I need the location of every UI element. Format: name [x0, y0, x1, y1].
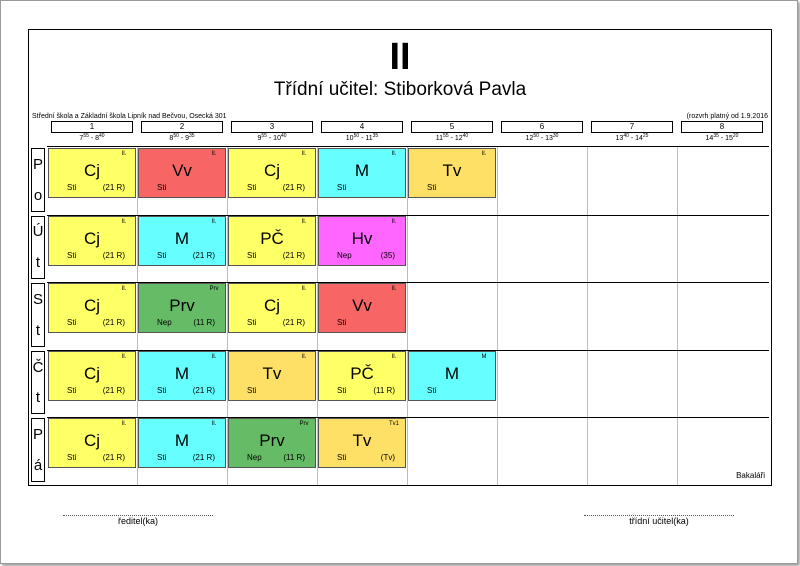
lesson-subject: Hv: [351, 228, 373, 248]
day-letter: Č: [32, 358, 44, 376]
lesson-group: II.: [211, 353, 217, 360]
lesson-subject: M: [354, 161, 370, 180]
period-time-hour: 10: [345, 135, 354, 142]
lesson-teacher: Sti: [337, 385, 347, 395]
lesson-group: II.: [301, 353, 307, 360]
lesson-room: (21 R): [282, 318, 305, 328]
lesson-room: (21 R): [102, 453, 125, 463]
period-time-hour: 7: [79, 135, 84, 142]
lesson-teacher: Sti: [337, 453, 347, 463]
lesson-subject: Cj: [83, 161, 101, 180]
day-label: [31, 283, 45, 347]
period-time-separator: -: [266, 135, 274, 142]
director-label: ředitel(ka): [117, 516, 158, 526]
lesson-teacher: Sti: [67, 183, 77, 192]
lesson-teacher: Sti: [157, 385, 167, 395]
director-signature: [63, 515, 213, 526]
day-letter: t: [35, 321, 41, 339]
lesson-cell[interactable]: [228, 283, 316, 333]
lesson-teacher: Sti: [427, 385, 437, 395]
lesson-cell[interactable]: [138, 283, 226, 333]
lesson-subject: Cj: [83, 431, 101, 451]
period-header: [227, 121, 317, 145]
lesson-group: II.: [121, 286, 127, 293]
timetable-grid: [47, 146, 769, 485]
lesson-cell[interactable]: [138, 148, 226, 198]
day-label: [31, 148, 45, 212]
period-time-separator: -: [718, 135, 726, 142]
period-header: [677, 121, 767, 145]
lesson-cell[interactable]: [138, 216, 226, 266]
lesson-group: II.: [121, 151, 127, 157]
lesson-teacher: Sti: [157, 250, 167, 260]
period-number: 5: [411, 121, 493, 133]
lesson-cell[interactable]: [318, 148, 406, 198]
lesson-room: (35): [380, 250, 395, 260]
period-time-hour: 8: [169, 135, 174, 142]
lesson-group: II.: [211, 421, 217, 428]
period-time-hour: 13: [615, 135, 624, 142]
period-header: [317, 121, 407, 145]
period-time: [677, 134, 767, 142]
lesson-subject: Prv: [169, 296, 195, 316]
class-teacher-signature: [584, 515, 734, 526]
lesson-group: II.: [301, 218, 307, 225]
period-number: 2: [141, 121, 223, 133]
lesson-group: II.: [301, 286, 307, 293]
period-time-separator: -: [538, 135, 546, 142]
day-label: [31, 418, 45, 482]
lesson-teacher: Sti: [247, 318, 257, 328]
lesson-cell[interactable]: [48, 216, 136, 266]
lesson-subject: Tv: [262, 363, 282, 383]
day-letter: á: [33, 457, 43, 475]
day-label: [31, 216, 45, 280]
lesson-cell[interactable]: [408, 351, 496, 401]
period-time-minutes: 55: [443, 133, 449, 139]
period-time-minutes: 20: [732, 133, 739, 139]
period-number: 7: [591, 121, 673, 133]
period-time-separator: -: [628, 135, 636, 142]
period-number: 3: [231, 121, 313, 133]
period-time: [587, 134, 677, 142]
lesson-teacher: Sti: [67, 318, 77, 328]
lesson-room: (21 R): [102, 318, 125, 328]
day-letter: o: [33, 186, 43, 204]
period-time: [137, 134, 227, 142]
class-teacher-label: třídní učitel(ka): [629, 516, 689, 526]
period-header: [47, 121, 137, 145]
grid-column-line: [587, 147, 588, 485]
timetable-frame: [28, 29, 772, 486]
lesson-teacher: Sti: [247, 385, 257, 395]
lesson-teacher: Sti: [67, 250, 77, 260]
lesson-group: II.: [211, 151, 217, 157]
brand-label: Bakaláři: [736, 471, 765, 480]
period-time-hour: 9: [185, 135, 190, 142]
period-header: [587, 121, 677, 145]
lesson-room: (21 R): [102, 385, 125, 395]
valid-from-note: (rozvrh platný od 1.9.2016: [686, 113, 768, 120]
lesson-teacher: Sti: [157, 453, 167, 463]
period-time-minutes: 35: [713, 133, 719, 139]
lesson-group: Prv: [209, 286, 219, 293]
lesson-teacher: Nep: [337, 250, 352, 260]
period-time-hour: 10: [273, 135, 281, 142]
lesson-cell[interactable]: [138, 351, 226, 401]
period-time-minutes: 55: [261, 133, 267, 139]
lesson-cell[interactable]: [228, 148, 316, 198]
period-time-hour: 13: [545, 135, 553, 142]
lesson-teacher: Sti: [67, 453, 77, 463]
lesson-group: II.: [391, 218, 397, 225]
lesson-group: Tv1: [388, 421, 399, 428]
lesson-group: II.: [391, 286, 397, 293]
lesson-room: (11 R): [373, 385, 395, 395]
period-time-hour: 11: [365, 135, 373, 142]
lesson-subject: Tv: [442, 161, 462, 180]
lesson-room: (21 R): [192, 385, 215, 395]
period-time-minutes: 30: [552, 133, 559, 139]
lesson-room: (21 R): [282, 250, 305, 260]
period-time: [497, 134, 587, 142]
lesson-subject: M: [174, 431, 190, 451]
lesson-room: (21 R): [102, 250, 125, 260]
lesson-group: II.: [121, 353, 127, 360]
lesson-group: II.: [391, 353, 397, 360]
lesson-room: (21 R): [282, 183, 305, 192]
lesson-teacher: Nep: [247, 453, 262, 463]
period-time-hour: 8: [95, 135, 100, 142]
lesson-cell[interactable]: [318, 216, 406, 266]
period-time-minutes: 40: [280, 133, 287, 139]
lesson-subject: M: [174, 228, 190, 248]
lesson-subject: Tv: [352, 431, 372, 451]
lesson-room: (11 R): [193, 318, 215, 328]
day-letter: t: [35, 389, 41, 407]
lesson-cell[interactable]: [228, 418, 316, 468]
lesson-teacher: Nep: [157, 318, 172, 328]
lesson-teacher: Sti: [337, 318, 347, 328]
period-time: [317, 134, 407, 142]
period-time-hour: 9: [257, 135, 262, 142]
day-letter: P: [32, 426, 43, 444]
lesson-group: II.: [211, 218, 217, 225]
lesson-subject: Cj: [263, 161, 281, 180]
day-letter: t: [35, 254, 41, 272]
period-time-separator: -: [178, 135, 186, 142]
day-label: [31, 351, 45, 415]
period-time-minutes: 40: [462, 133, 469, 139]
lesson-cell[interactable]: [318, 283, 406, 333]
school-name: Střední škola a Základní škola Lipník nad Bečvou, Osecká 301: [32, 113, 227, 120]
lesson-subject: Prv: [259, 431, 285, 451]
period-number: 6: [501, 121, 583, 133]
period-time: [47, 134, 137, 142]
lesson-group: II.: [391, 151, 397, 157]
lesson-cell[interactable]: [408, 148, 496, 198]
lesson-subject: M: [444, 363, 460, 383]
lesson-room: (21 R): [192, 453, 215, 463]
lesson-teacher: Sti: [157, 183, 167, 192]
lesson-cell[interactable]: [318, 351, 406, 401]
lesson-cell[interactable]: [228, 351, 316, 401]
period-header: [407, 121, 497, 145]
lesson-group: II.: [121, 218, 127, 225]
period-time-separator: -: [359, 135, 366, 142]
day-letter: Ú: [32, 223, 44, 241]
lesson-cell[interactable]: [48, 351, 136, 401]
lesson-cell[interactable]: [48, 148, 136, 198]
lesson-room: (21 R): [102, 183, 125, 192]
period-time-minutes: 55: [83, 133, 89, 139]
period-time-hour: 12: [525, 135, 534, 142]
period-header: [497, 121, 587, 145]
lesson-subject: PČ: [350, 363, 374, 383]
period-time-separator: -: [88, 135, 96, 142]
day-letter: S: [32, 291, 43, 309]
day-letter: P: [32, 155, 43, 173]
period-number: 4: [321, 121, 403, 133]
period-time-hour: 14: [705, 135, 714, 142]
period-time-separator: -: [448, 135, 455, 142]
grid-column-line: [497, 147, 498, 485]
period-time-minutes: 40: [623, 133, 629, 139]
period-time-minutes: 50: [173, 133, 179, 139]
grid-column-line: [677, 147, 678, 485]
lesson-room: (21 R): [192, 250, 215, 260]
period-time-hour: 14: [635, 135, 643, 142]
period-time: [227, 134, 317, 142]
lesson-teacher: Sti: [337, 183, 347, 192]
lesson-subject: M: [174, 363, 190, 383]
lesson-cell[interactable]: [48, 418, 136, 468]
period-header: [137, 121, 227, 145]
period-time-hour: 12: [454, 135, 463, 142]
lesson-teacher: Sti: [247, 183, 257, 192]
period-time: [407, 134, 497, 142]
lesson-cell[interactable]: [228, 216, 316, 266]
period-time-minutes: 25: [642, 133, 649, 139]
period-time-hour: 11: [435, 135, 444, 142]
period-time-minutes: 50: [353, 133, 360, 139]
lesson-group: II.: [481, 151, 487, 157]
lesson-cell[interactable]: [318, 418, 406, 468]
period-number: 8: [681, 121, 763, 133]
lesson-subject: Cj: [83, 363, 101, 383]
lesson-subject: Cj: [263, 296, 281, 316]
period-time-minutes: 50: [533, 133, 539, 139]
class-teacher-heading: Třídní učitel: Stiborková Pavla: [273, 79, 527, 100]
lesson-group: II.: [301, 151, 307, 157]
lesson-teacher: Sti: [427, 183, 437, 192]
period-number: 1: [51, 121, 133, 133]
lesson-subject: Cj: [83, 228, 101, 248]
period-time-minutes: 35: [189, 133, 195, 139]
lesson-subject: PČ: [260, 228, 284, 248]
lesson-room: (Tv): [380, 453, 395, 463]
period-time-hour: 15: [725, 135, 733, 142]
period-time-minutes: 40: [99, 133, 105, 139]
lesson-teacher: Sti: [247, 250, 257, 260]
lesson-cell[interactable]: [48, 283, 136, 333]
lesson-subject: Vv: [352, 296, 372, 316]
lesson-teacher: Sti: [67, 385, 77, 395]
lesson-subject: Vv: [172, 161, 192, 180]
lesson-subject: Cj: [83, 296, 101, 316]
lesson-group: Prv: [299, 421, 309, 428]
lesson-group: II.: [121, 421, 127, 428]
lesson-room: (11 R): [283, 453, 305, 463]
lesson-cell[interactable]: [138, 418, 226, 468]
lesson-group: M: [481, 353, 487, 360]
class-title: II: [389, 36, 411, 78]
period-time-minutes: 35: [372, 133, 379, 139]
